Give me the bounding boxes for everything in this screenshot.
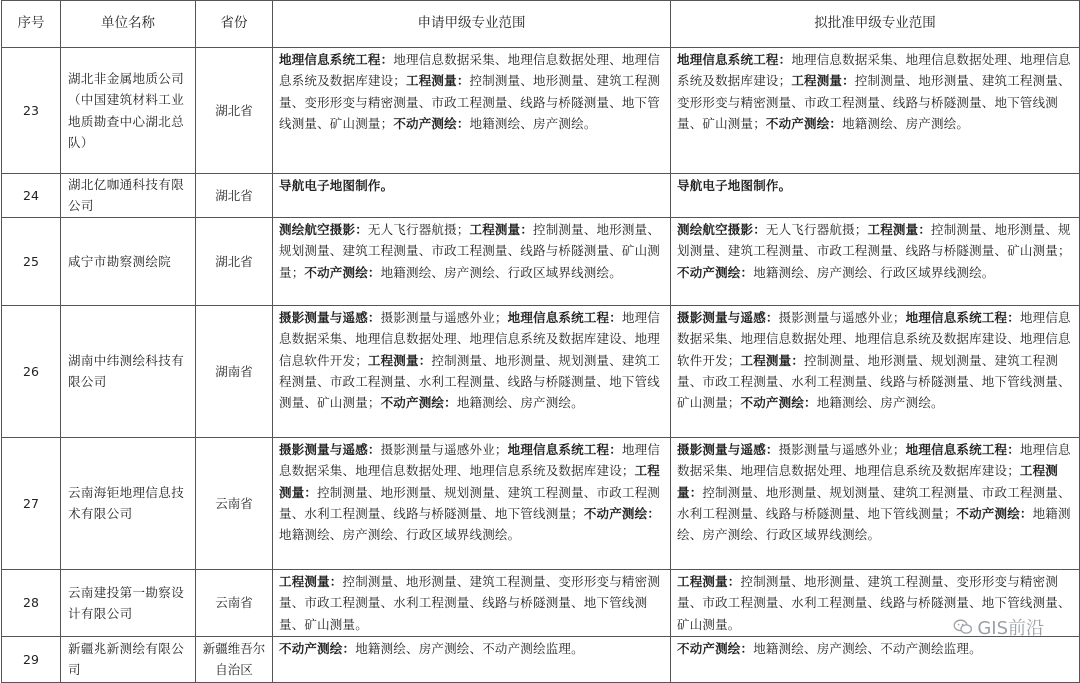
scope-category: 不动产测绘： <box>279 641 356 657</box>
watermark-text: GIS前沿 <box>977 618 1044 639</box>
scope-items: 控制测量、地形测量、建筑工程测量、变形形变与精密测量、市政工程测量、线路与桥隧测量、地下管线测量、矿山测量； <box>279 73 661 132</box>
table-row <box>2 569 1080 636</box>
scope-category: 工程测量： <box>791 73 855 89</box>
scope-category: 地理信息系统工程： <box>677 52 792 67</box>
row-number: 27 <box>2 437 61 569</box>
approve-scope <box>671 637 1080 683</box>
scope-category: 工程测量： <box>367 352 432 368</box>
header-approve-scope: 拟批准甲级专业范围 <box>671 1 1080 48</box>
table-body <box>2 48 1080 683</box>
scope-category: 不动产测绘： <box>304 264 381 280</box>
apply-scope <box>273 174 671 218</box>
scope-category: 不动产测绘： <box>583 506 661 522</box>
scope-items: 控制测量、地形测量、规划测量、建筑工程测量、市政工程测量、水利工程测量、线路与桥隧测量、地下管线测量、矿山测量； <box>279 352 661 411</box>
scope-items: 控制测量、地形测量、建筑工程测量、变形形变与精密测量、市政工程测量、水利工程测量、线路与桥隧测量、地下管线测量、矿山测量。 <box>279 573 661 632</box>
table-row <box>2 217 1080 305</box>
scope-category: 导航电子地图制作。 <box>677 178 792 193</box>
company-name: 湖北非金属地质公司（中国建筑材料工业地质勘查中心湖北总队） <box>61 48 196 174</box>
province: 湖北省 <box>196 48 273 174</box>
company-name: 湖南中纬测绘科技有限公司 <box>61 305 196 437</box>
approve-scope <box>671 217 1080 305</box>
table-row <box>2 437 1080 569</box>
scope-items: 地籍测绘、房产测绘、不动产测绘监理。 <box>355 641 584 657</box>
watermark <box>953 614 1044 640</box>
approve-scope <box>671 437 1080 569</box>
table-row <box>2 637 1080 683</box>
scope-category: 不动产测绘： <box>956 506 1033 522</box>
scope-category: 工程测量： <box>677 463 1059 500</box>
scope-category: 摄影测量与遥感： <box>279 309 381 325</box>
scope-category: 地理信息系统工程： <box>905 441 1020 457</box>
scope-category: 不动产测绘： <box>740 395 817 411</box>
scope-category: 不动产测绘： <box>765 116 843 132</box>
scope-category: 工程测量： <box>740 352 805 368</box>
scope-category: 测绘航空摄影： <box>677 221 766 237</box>
scope-category: 不动产测绘： <box>677 264 754 280</box>
scope-category: 不动产测绘： <box>380 395 457 411</box>
scope-items: 控制测量、地形测量、规划测量、建筑工程测量、市政工程测量、线路与桥隧测量、矿山测量； <box>279 221 661 280</box>
scope-items: 控制测量、地形测量、建筑工程测量、变形形变与精密测量、市政工程测量、水利工程测量、线路与桥隧测量、地下管线测量、矿山测量。 <box>677 573 1071 632</box>
scope-items: 无人飞行器航摄； <box>765 221 868 237</box>
row-number: 29 <box>2 637 61 683</box>
scope-items: 控制测量、地形测量、规划测量、建筑工程测量、市政工程测量、水利工程测量、线路与桥隧测量、地下管线测量； <box>279 484 661 522</box>
approve-scope <box>671 48 1080 174</box>
province: 湖北省 <box>196 174 273 218</box>
scope-items: 地理信息数据采集、地理信息数据处理、地理信息系统及数据库建设； <box>677 52 1071 89</box>
table-header-row <box>2 1 1080 48</box>
scope-items: 控制测量、地形测量、规划测量、建筑工程测量、市政工程测量、水利工程测量、线路与桥隧测量、地下管线测量、矿山测量； <box>677 352 1071 411</box>
scope-category: 地理信息系统工程： <box>905 309 1020 325</box>
province: 云南省 <box>196 569 273 636</box>
scope-items: 控制测量、地形测量、规划测量、建筑工程测量、市政工程测量、线路与桥隧测量、矿山测量； <box>677 221 1071 259</box>
scope-items: 摄影测量与遥感外业； <box>778 441 906 457</box>
company-name: 咸宁市勘察测绘院 <box>61 217 196 305</box>
scope-category: 测绘航空摄影： <box>279 221 368 237</box>
scope-category: 工程测量： <box>406 73 470 89</box>
scope-category: 不动产测绘： <box>393 116 470 132</box>
scope-items: 地籍测绘、房产测绘、行政区域界线测绘。 <box>753 264 995 280</box>
row-number: 26 <box>2 305 61 437</box>
apply-scope <box>273 305 671 437</box>
scope-items: 地理信息数据采集、地理信息数据处理、地理信息系统及数据库建设、地理信息软件开发； <box>677 309 1071 368</box>
scope-category: 工程测量： <box>867 221 932 237</box>
scope-items: 地理信息数据采集、地理信息数据处理、地理信息系统及数据库建设； <box>279 52 661 89</box>
wechat-icon <box>953 619 973 635</box>
scope-category: 摄影测量与遥感： <box>677 441 779 457</box>
company-name: 云南建投第一勘察设计有限公司 <box>61 569 196 636</box>
scope-items: 地籍测绘、房产测绘、行政区域界线测绘。 <box>279 527 521 543</box>
company-name: 湖北亿咖通科技有限公司 <box>61 174 196 218</box>
scope-items: 地理信息数据采集、地理信息数据处理、地理信息系统及数据库建设； <box>677 441 1071 479</box>
scope-items: 地籍测绘、房产测绘。 <box>469 116 597 132</box>
apply-scope <box>273 437 671 569</box>
apply-scope <box>273 48 671 174</box>
scope-category: 摄影测量与遥感： <box>279 441 381 457</box>
table-row <box>2 48 1080 174</box>
table-row <box>2 305 1080 437</box>
scope-category: 导航电子地图制作。 <box>279 178 394 193</box>
header-apply-scope: 申请甲级专业范围 <box>273 1 671 48</box>
row-number: 25 <box>2 217 61 305</box>
scope-category: 工程测量： <box>469 221 534 237</box>
table-row <box>2 174 1080 218</box>
row-number: 24 <box>2 174 61 218</box>
scope-category: 地理信息系统工程： <box>279 52 394 67</box>
scope-items: 控制测量、地形测量、建筑工程测量、变形形变与精密测量、市政工程测量、线路与桥隧测量、地下管线测量、矿山测量； <box>677 73 1071 132</box>
scope-category: 不动产测绘： <box>677 641 754 657</box>
row-number: 23 <box>2 48 61 174</box>
province: 湖南省 <box>196 305 273 437</box>
header-no: 序号 <box>2 1 61 48</box>
scope-items: 地籍测绘、房产测绘、行政区域界线测绘。 <box>677 506 1071 543</box>
scope-items: 地理信息数据采集、地理信息数据处理、地理信息系统及数据库建设、地理信息软件开发； <box>279 309 661 368</box>
province: 新疆维吾尔自治区 <box>196 637 273 683</box>
approve-scope <box>671 174 1080 218</box>
apply-scope <box>273 637 671 683</box>
header-province: 省份 <box>196 1 273 48</box>
approve-scope <box>671 305 1080 437</box>
province: 湖北省 <box>196 217 273 305</box>
company-name: 云南海钜地理信息技术有限公司 <box>61 437 196 569</box>
apply-scope <box>273 217 671 305</box>
scope-items: 地籍测绘、房产测绘。 <box>842 116 970 132</box>
scope-items: 无人飞行器航摄； <box>367 221 470 237</box>
scope-items: 地籍测绘、房产测绘、不动产测绘监理。 <box>753 641 982 657</box>
scope-items: 摄影测量与遥感外业； <box>380 309 508 325</box>
company-name: 新疆兆新测绘有限公司 <box>61 637 196 683</box>
scope-category: 地理信息系统工程： <box>507 441 622 457</box>
scope-items: 地籍测绘、房产测绘。 <box>456 395 584 411</box>
scope-items: 摄影测量与遥感外业； <box>380 441 508 457</box>
scope-category: 工程测量： <box>279 463 661 500</box>
row-number: 28 <box>2 569 61 636</box>
scope-items: 控制测量、地形测量、规划测量、建筑工程测量、市政工程测量、水利工程测量、线路与桥隧测量、地下管线测量； <box>677 484 1071 522</box>
scope-items: 地籍测绘、房产测绘、行政区域界线测绘。 <box>380 264 622 280</box>
scope-category: 摄影测量与遥感： <box>677 309 779 325</box>
scope-category: 工程测量： <box>677 573 741 589</box>
header-name: 单位名称 <box>61 1 196 48</box>
scope-items: 地理信息数据采集、地理信息数据处理、地理信息系统及数据库建设； <box>279 441 661 479</box>
province: 云南省 <box>196 437 273 569</box>
scope-category: 工程测量： <box>279 573 343 589</box>
scope-items: 摄影测量与遥感外业； <box>778 309 906 325</box>
scope-items: 地籍测绘、房产测绘。 <box>816 395 944 411</box>
qualification-table <box>1 0 1080 683</box>
apply-scope <box>273 569 671 636</box>
scope-category: 地理信息系统工程： <box>507 309 622 325</box>
